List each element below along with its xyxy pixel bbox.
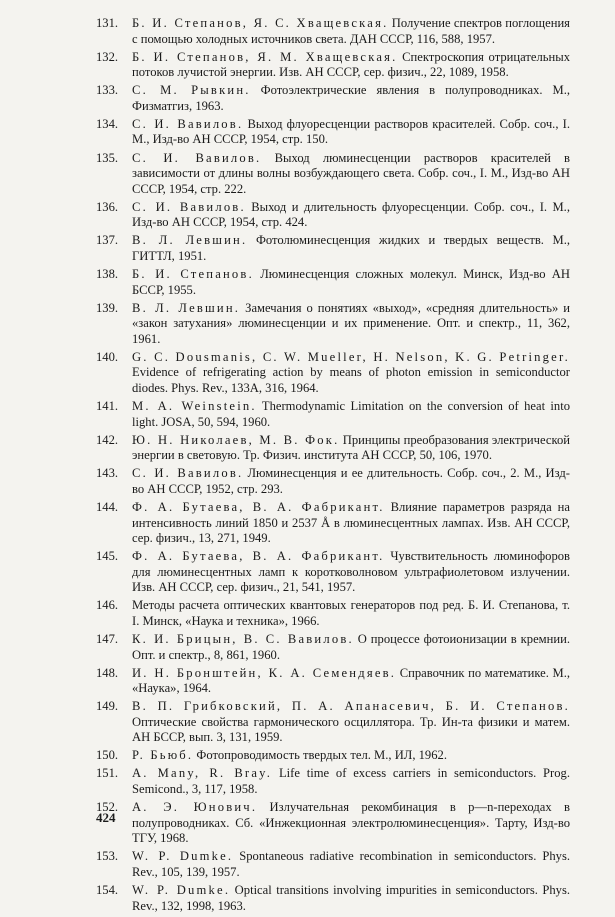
- reference-item: [96, 151, 570, 198]
- reference-authors: С. И. Вавилов.: [132, 150, 262, 165]
- reference-text: Оптические свойства гармонического осциллятора. Тр. Ин-та физики и матем. АН БССР, вып. 3, 131, 1959.: [132, 714, 570, 745]
- reference-authors: А. Э. Юнович.: [132, 800, 258, 815]
- reference-number: 142.: [96, 432, 119, 447]
- reference-number: 149.: [96, 699, 119, 714]
- reference-authors: С. И. Вавилов.: [132, 199, 246, 214]
- reference-item: [96, 433, 570, 464]
- reference-authors: В. П. Грибковский, П. А. Апанасевич, Б. И. Степанов.: [132, 699, 570, 714]
- reference-number: 143.: [96, 466, 119, 481]
- reference-item: [96, 849, 570, 880]
- reference-text: Замечания о понятиях «выход», «средняя длительность» и «закон затухания» люминесценции и их применение. Опт. и спектр., 11, 362, 1961.: [132, 300, 571, 346]
- reference-authors: Б. И. Степанов, Я. М. Хващевская.: [132, 49, 398, 64]
- reference-authors: M. A. Weinstein.: [132, 399, 257, 414]
- reference-item: [96, 598, 570, 629]
- reference-number: 131.: [96, 16, 119, 30]
- reference-item: [96, 549, 570, 596]
- reference-number: 137.: [96, 233, 119, 248]
- reference-authors: С. И. Вавилов.: [132, 466, 244, 481]
- reference-number: 148.: [96, 665, 119, 680]
- reference-authors: Р. Бьюб.: [132, 748, 194, 763]
- reference-authors: G. C. Dousmanis, C. W. Mueller, H. Nelson, K. G. Petringer.: [132, 349, 570, 364]
- reference-text: О процессе фотоионизации в кремнии. Опт. и спектр., 8, 861, 1960.: [132, 631, 570, 662]
- reference-authors: W. P. Dumke.: [132, 882, 231, 897]
- reference-item: [96, 16, 570, 47]
- reference-number: 140.: [96, 349, 119, 364]
- reference-number: 147.: [96, 631, 119, 646]
- reference-text: Люминесценция и ее длительность. Собр. соч., 2. М., Изд-во АН СССР, 1952, стр. 293.: [132, 466, 570, 496]
- reference-item: [96, 233, 570, 264]
- reference-authors: К. И. Брицын, В. С. Вавилов.: [132, 631, 354, 646]
- reference-list: [96, 16, 570, 917]
- reference-item: [96, 83, 570, 114]
- reference-item: [96, 800, 570, 847]
- reference-authors: W. P. Dumke.: [132, 849, 234, 864]
- reference-number: 145.: [96, 549, 119, 564]
- reference-number: 146.: [96, 598, 119, 613]
- page-number: 424: [96, 810, 116, 825]
- reference-number: 152.: [96, 800, 119, 815]
- reference-number: 136.: [96, 199, 119, 214]
- reference-text: Фотоэлектрические явления в полупроводниках. М., Физматгиз, 1963.: [132, 83, 570, 113]
- reference-text: Люминесценция сложных молекул. Минск, Изд-во АН БССР, 1955.: [132, 266, 570, 297]
- reference-authors: В. Л. Левшин.: [132, 300, 241, 315]
- reference-number: 141.: [96, 399, 119, 414]
- reference-text: Фотолюминесценция жидких и твердых веществ. М., ГИТТЛ, 1951.: [132, 233, 570, 263]
- reference-text: Выход и длительность флуоресценции. Собр. соч., I. М., Изд-во АН СССР, 1954, стр. 424.: [132, 199, 570, 230]
- reference-item: [96, 301, 570, 348]
- reference-number: 151.: [96, 766, 119, 781]
- reference-text: Чувствительность люминофоров для люминесцентных ламп к коротковолновом ультрафиолетовом излучении. Изв. АН СССР, сер. физич., 21, 541, 1957.: [132, 549, 570, 595]
- reference-authors: С. М. Рывкин.: [132, 83, 251, 98]
- reference-authors: Б. И. Степанов, Я. С. Хващевская.: [132, 16, 389, 30]
- reference-number: 132.: [96, 49, 119, 64]
- reference-item: [96, 350, 570, 397]
- reference-text: Spontaneous radiative recombination in semiconductors. Phys. Rev., 105, 139, 1957.: [132, 849, 570, 879]
- reference-text: Выход флуоресценции растворов красителей. Собр. соч., I. М., Изд-во АН СССР, 1954, стр. 150.: [132, 116, 570, 147]
- reference-authors: A. Many, R. Bray.: [132, 766, 273, 781]
- reference-number: 144.: [96, 499, 119, 514]
- reference-item: [96, 117, 570, 148]
- reference-item: [96, 699, 570, 746]
- reference-item: [96, 267, 570, 298]
- reference-item: [96, 500, 570, 547]
- reference-authors: И. Н. Бронштейн, К. А. Семендяев.: [132, 665, 397, 680]
- reference-item: [96, 466, 570, 497]
- reference-text: Life time of excess carriers in semiconductors. Prog. Semicond., 3, 117, 1958.: [132, 766, 570, 797]
- reference-authors: Б. И. Степанов.: [132, 266, 254, 281]
- reference-text: Фотопроводимость твердых тел. М., ИЛ, 1962.: [196, 748, 447, 763]
- reference-authors: В. Л. Левшин.: [132, 233, 248, 248]
- reference-item: [96, 748, 570, 764]
- reference-authors: С. И. Вавилов.: [132, 116, 244, 131]
- reference-text: Справочник по математике. М., «Наука», 1964.: [132, 665, 570, 696]
- reference-number: 133.: [96, 83, 119, 98]
- reference-text: Влияние параметров разряда на интенсивность линий 1850 и 2537 Å в люминесцентных лампах. Изв. АН СССР, сер. физич., 13, 271, 1949.: [132, 499, 571, 546]
- reference-item: [96, 666, 570, 697]
- reference-text: Методы расчета оптических квантовых генераторов под ред. Б. И. Степанова, т. I. Минск, «Наука и техника», 1966.: [132, 598, 570, 628]
- reference-text: Thermodynamic Limitation on the conversion of heat into light. JOSA, 50, 594, 1960.: [132, 399, 570, 429]
- reference-text: Выход люминесценции растворов красителей в зависимости от длины волны возбуждающего света. Собр. соч., I. М., Изд-во АН СССР, 1954, стр. 222.: [132, 150, 570, 196]
- reference-text: Получение спектров поглощения с помощью холодных источников света. ДАН СССР, 116, 588, 1957.: [132, 16, 570, 46]
- reference-item: [96, 883, 570, 914]
- reference-text: Optical transitions involving impurities in semiconductors. Phys. Rev., 132, 1998, 1963.: [132, 882, 570, 913]
- reference-authors: Ф. А. Бутаева, В. А. Фабрикант.: [132, 499, 385, 514]
- reference-authors: Ю. Н. Николаев, М. В. Фок.: [132, 432, 340, 447]
- reference-number: 150.: [96, 748, 119, 763]
- reference-item: [96, 50, 570, 81]
- reference-text: Evidence of refrigerating action by means of photon emission in semiconductor diodes. Phys. Rev., 133A, 316, 1964.: [132, 365, 570, 395]
- reference-number: 135.: [96, 150, 119, 165]
- reference-item: [96, 399, 570, 430]
- reference-text: Принципы преобразования электрической энергии в световую. Тр. Физич. института АН СССР, 50, 106, 1970.: [132, 432, 570, 463]
- reference-number: 138.: [96, 266, 119, 281]
- reference-number: 139.: [96, 300, 119, 315]
- reference-authors: Ф. А. Бутаева, В. А. Фабрикант.: [132, 549, 385, 564]
- reference-text: Спектроскопия отрицательных потоков лучистой энергии. Изв. АН СССР, сер. физич., 22, 1089, 1958.: [132, 49, 571, 80]
- reference-number: 134.: [96, 116, 119, 131]
- reference-number: 153.: [96, 849, 119, 864]
- reference-text: Излучательная рекомбинация в p—n-переходах в полупроводниках. Сб. «Инжекционная электролюминесценция». Тарту, Изд-во ТГУ, 1968.: [132, 800, 570, 846]
- reference-item: [96, 200, 570, 231]
- reference-item: [96, 766, 570, 797]
- reference-item: [96, 632, 570, 663]
- reference-number: 154.: [96, 882, 119, 897]
